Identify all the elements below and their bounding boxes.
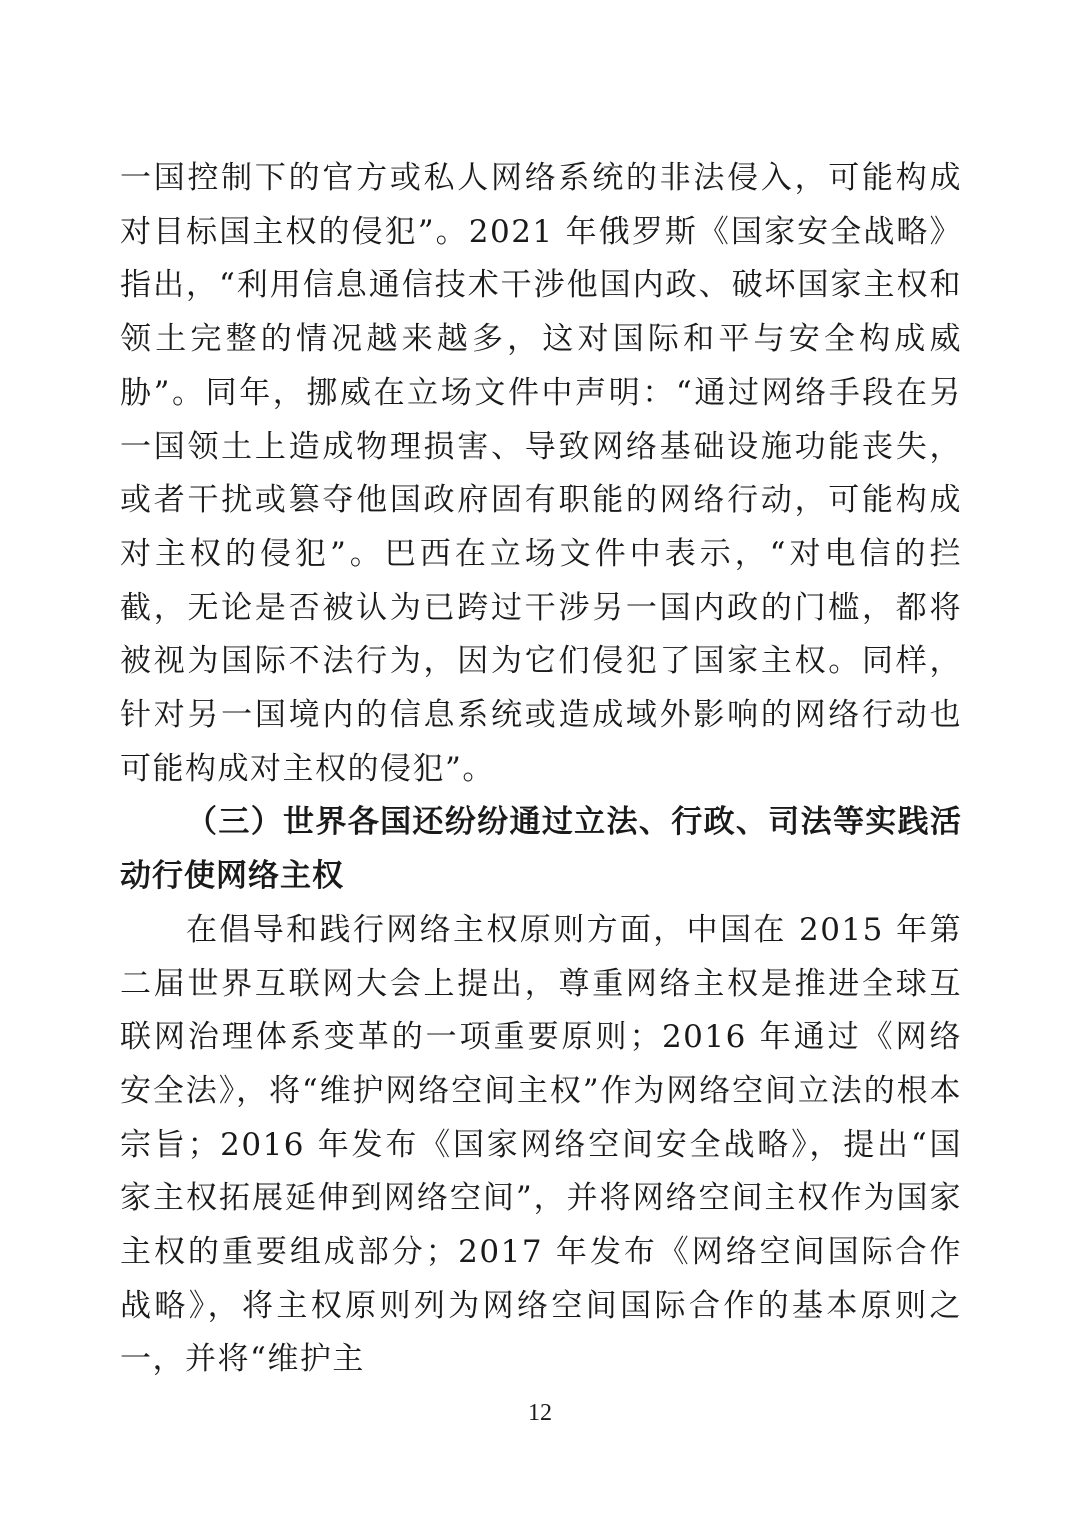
body-paragraph: 一国控制下的官方或私人网络系统的非法侵入，可能构成对目标国主权的侵犯”。2021 年俄罗斯《国家安全战略》指出，“利用信息通信技术干涉他国内政、破坏国家主权和领土完整的情况越来越多，这对国际和平与安全构成威胁”。同年，挪威在立场文件中声明：“通过网络手段在另一国领土上造成物理损害、导致网络基础设施功能丧失，或者干扰或篡夺他国政府固有职能的网络行动，可能构成对主权的侵犯”。巴西在立场文件中表示，“对电信的拦截，无论是否被认为已跨过干涉另一国内政的门槛，都将被视为国际不法行为，因为它们侵犯了国家主权。同样，针对另一国境内的信息系统或造成域外影响的网络行动也可能构成对主权的侵犯”。 xyxy=(120,160,962,787)
document-body xyxy=(120,152,962,1387)
section-heading: （三）世界各国还纷纷通过立法、行政、司法等实践活动行使网络主权 xyxy=(120,804,962,895)
body-paragraph: 在倡导和践行网络主权原则方面，中国在 2015 年第二届世界互联网大会上提出，尊重网络主权是推进全球互联网治理体系变革的一项重要原则；2016 年通过《网络安全法》，将“维护网络空间主权”作为网络空间立法的根本宗旨；2016 年发布《国家网络空间安全战略》，提出“国家主权拓展延伸到网络空间”，并将网络空间主权作为国家主权的重要组成部分；2017 年发布《网络空间国际合作战略》，将主权原则列为网络空间国际合作的基本原则之一，并将“维护主 xyxy=(120,911,962,1378)
page-number: 12 xyxy=(528,1400,552,1426)
